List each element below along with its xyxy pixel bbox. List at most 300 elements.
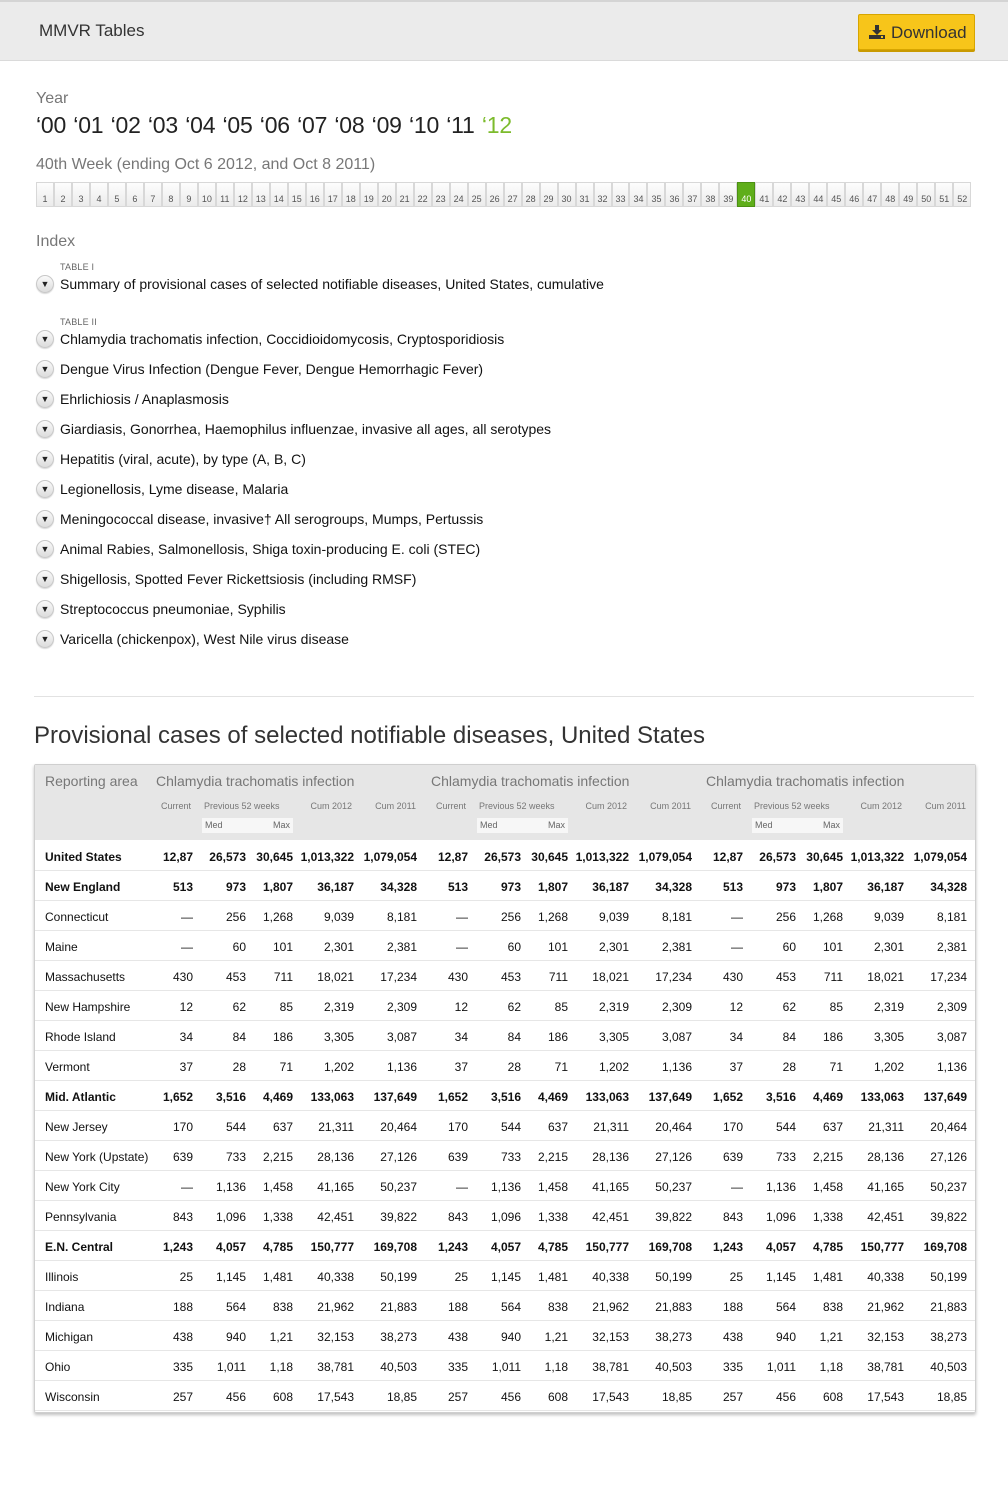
- value-cell: 12,87: [437, 850, 468, 864]
- week-option-34[interactable]: 34: [629, 182, 647, 207]
- value-cell: 18,021: [867, 970, 904, 984]
- week-option-6[interactable]: 6: [126, 182, 144, 207]
- value-cell: 544: [775, 1120, 796, 1134]
- week-label: 40th Week (ending Oct 6 2012, and Oct 8 2011): [36, 156, 376, 173]
- value-cell: 3,516: [765, 1090, 796, 1104]
- value-cell: —: [181, 1180, 193, 1194]
- value-cell: 1,21: [269, 1330, 293, 1344]
- value-cell: 1,136: [215, 1180, 246, 1194]
- value-cell: 21,962: [592, 1300, 629, 1314]
- value-cell: 2,301: [873, 940, 904, 954]
- week-option-44[interactable]: 44: [809, 182, 827, 207]
- table-row: [35, 1141, 975, 1171]
- value-cell: 438: [172, 1330, 193, 1344]
- index-item[interactable]: [36, 354, 936, 384]
- index-item-label: Summary of provisional cases of selected notifiable diseases, United States, cumulative: [60, 276, 604, 292]
- value-cell: 27,126: [655, 1150, 692, 1164]
- value-cell: 2,309: [386, 1000, 417, 1014]
- value-cell: 1,481: [262, 1270, 293, 1284]
- value-cell: 2,319: [873, 1000, 904, 1014]
- reporting-area-cell: New Hampshire: [45, 1000, 131, 1014]
- value-cell: 1,807: [812, 880, 843, 894]
- week-option-49[interactable]: 49: [899, 182, 917, 207]
- index-item-label: Dengue Virus Infection (Dengue Fever, Dengue Hemorrhagic Fever): [60, 361, 484, 377]
- index-item[interactable]: [36, 534, 936, 564]
- value-cell: 4,057: [490, 1240, 521, 1254]
- reporting-area-cell: Massachusetts: [45, 970, 126, 984]
- table-row: [35, 1111, 975, 1141]
- value-cell: 50,199: [930, 1270, 967, 1284]
- year-option-1[interactable]: ‘01: [73, 112, 104, 138]
- value-cell: 1,011: [216, 1360, 246, 1374]
- year-option-10[interactable]: ‘10: [408, 112, 440, 138]
- year-option-4[interactable]: ‘04: [185, 112, 216, 138]
- reporting-area-cell: Michigan: [45, 1330, 94, 1344]
- value-cell: 30,645: [531, 850, 568, 864]
- index-item[interactable]: [36, 474, 936, 504]
- value-cell: 38,273: [930, 1330, 967, 1344]
- week-option-21[interactable]: 21: [396, 182, 414, 207]
- week-option-25[interactable]: 25: [468, 182, 486, 207]
- value-cell: 733: [225, 1150, 246, 1164]
- value-cell: 2,215: [262, 1150, 293, 1164]
- value-cell: 513: [172, 880, 193, 894]
- value-cell: 34,328: [380, 880, 417, 894]
- value-cell: 843: [447, 1210, 468, 1224]
- week-option-14[interactable]: 14: [270, 182, 288, 207]
- week-option-11[interactable]: 11: [216, 182, 234, 207]
- value-cell: 2,319: [323, 1000, 354, 1014]
- year-option-7[interactable]: ‘07: [297, 112, 328, 138]
- index-item[interactable]: [36, 414, 936, 444]
- value-cell: 8,181: [386, 910, 417, 924]
- cum-2012-header: Cum 2012: [310, 801, 352, 811]
- value-cell: 838: [547, 1300, 568, 1314]
- value-cell: 1,011: [491, 1360, 521, 1374]
- max-header: Max: [547, 820, 565, 830]
- value-cell: 1,243: [162, 1240, 193, 1254]
- index-item-label: Varicella (chickenpox), West Nile virus disease: [60, 631, 349, 647]
- table-row: [35, 1201, 975, 1231]
- week-option-43[interactable]: 43: [791, 182, 809, 207]
- value-cell: 544: [225, 1120, 246, 1134]
- week-option-33[interactable]: 33: [612, 182, 630, 207]
- week-option-10[interactable]: 10: [198, 182, 216, 207]
- index-label: Index: [36, 233, 76, 250]
- reporting-area-cell: Ohio: [45, 1360, 71, 1374]
- value-cell: 711: [273, 970, 293, 984]
- year-selector: [36, 112, 513, 139]
- value-cell: 188: [447, 1300, 468, 1314]
- value-cell: 3,087: [386, 1030, 417, 1044]
- week-option-52[interactable]: 52: [953, 182, 971, 207]
- value-cell: 1,202: [873, 1060, 904, 1074]
- week-selector: [36, 182, 971, 207]
- week-option-50[interactable]: 50: [917, 182, 935, 207]
- value-cell: 26,573: [484, 850, 521, 864]
- expand-arrow-icon[interactable]: ▼: [36, 630, 54, 648]
- value-cell: 2,215: [537, 1150, 568, 1164]
- expand-arrow-icon[interactable]: ▼: [36, 600, 54, 618]
- value-cell: 12: [729, 1000, 743, 1014]
- week-option-29[interactable]: 29: [540, 182, 558, 207]
- week-option-39[interactable]: 39: [719, 182, 737, 207]
- week-option-45[interactable]: 45: [827, 182, 845, 207]
- value-cell: 973: [225, 880, 246, 894]
- value-cell: 21,962: [317, 1300, 354, 1314]
- value-cell: 1,481: [537, 1270, 568, 1284]
- value-cell: 133,063: [860, 1090, 904, 1104]
- year-option-8[interactable]: ‘08: [334, 112, 365, 138]
- value-cell: 186: [272, 1030, 293, 1044]
- week-option-32[interactable]: 32: [594, 182, 612, 207]
- value-cell: 843: [722, 1210, 743, 1224]
- value-cell: 1,145: [490, 1270, 521, 1284]
- value-cell: 639: [447, 1150, 468, 1164]
- table-row: [35, 841, 975, 871]
- index-item[interactable]: [36, 384, 936, 414]
- week-option-36[interactable]: 36: [665, 182, 683, 207]
- value-cell: 1,338: [262, 1210, 293, 1224]
- cum-2012-header: Cum 2012: [860, 801, 902, 811]
- value-cell: 733: [500, 1150, 521, 1164]
- value-cell: 608: [547, 1390, 568, 1404]
- reporting-area-cell: Indiana: [45, 1300, 85, 1314]
- table-row: [35, 871, 975, 901]
- value-cell: 36,187: [592, 880, 629, 894]
- week-option-51[interactable]: 51: [935, 182, 953, 207]
- value-cell: 62: [232, 1000, 246, 1014]
- value-cell: 37: [729, 1060, 743, 1074]
- value-cell: 38,273: [655, 1330, 692, 1344]
- value-cell: 3,516: [215, 1090, 246, 1104]
- week-option-1[interactable]: 1: [36, 182, 54, 207]
- value-cell: 150,777: [585, 1240, 629, 1254]
- value-cell: 1,096: [765, 1210, 796, 1224]
- value-cell: 50,237: [655, 1180, 692, 1194]
- expand-arrow-icon[interactable]: ▼: [36, 540, 54, 558]
- med-header: Med: [755, 820, 773, 830]
- disease-group-header: Chlamydia trachomatis infection: [706, 773, 905, 789]
- value-cell: 42,451: [592, 1210, 629, 1224]
- week-option-30[interactable]: 30: [558, 182, 576, 207]
- year-option-6[interactable]: ‘06: [259, 112, 290, 138]
- value-cell: 39,822: [930, 1210, 967, 1224]
- value-cell: 2,381: [386, 940, 417, 954]
- table-caption: TABLE II: [60, 317, 97, 327]
- value-cell: —: [731, 910, 743, 924]
- value-cell: 564: [500, 1300, 521, 1314]
- year-option-2[interactable]: ‘02: [110, 112, 141, 138]
- index-item-label: Hepatitis (viral, acute), by type (A, B, C): [60, 451, 306, 467]
- expand-arrow-icon[interactable]: ▼: [36, 330, 54, 348]
- value-cell: 639: [722, 1150, 743, 1164]
- week-option-31[interactable]: 31: [576, 182, 594, 207]
- week-option-40[interactable]: 40: [737, 182, 755, 207]
- expand-arrow-icon[interactable]: ▼: [36, 275, 54, 293]
- year-option-5[interactable]: ‘05: [222, 112, 253, 138]
- value-cell: —: [731, 940, 743, 954]
- value-cell: 711: [548, 970, 568, 984]
- index-item[interactable]: [36, 624, 936, 654]
- index-item[interactable]: [36, 564, 936, 594]
- value-cell: 85: [554, 1000, 568, 1014]
- value-cell: 50,199: [380, 1270, 417, 1284]
- value-cell: 4,785: [262, 1240, 293, 1254]
- table-row: [35, 1231, 975, 1261]
- current-header: Current: [435, 801, 466, 811]
- week-option-42[interactable]: 42: [773, 182, 791, 207]
- value-cell: 256: [225, 910, 246, 924]
- value-cell: 85: [829, 1000, 843, 1014]
- value-cell: 150,777: [310, 1240, 354, 1254]
- reporting-area-cell: New Jersey: [45, 1120, 108, 1134]
- week-option-47[interactable]: 47: [863, 182, 881, 207]
- value-cell: —: [456, 910, 468, 924]
- value-cell: 101: [272, 940, 293, 954]
- week-option-5[interactable]: 5: [108, 182, 126, 207]
- week-option-26[interactable]: 26: [486, 182, 504, 207]
- value-cell: 34: [179, 1030, 193, 1044]
- value-cell: 60: [507, 940, 521, 954]
- value-cell: —: [181, 940, 193, 954]
- value-cell: 28: [782, 1060, 796, 1074]
- week-option-4[interactable]: 4: [90, 182, 108, 207]
- max-header: Max: [822, 820, 840, 830]
- table-row: [35, 1051, 975, 1081]
- value-cell: 1,096: [490, 1210, 521, 1224]
- index-item[interactable]: [36, 269, 936, 299]
- value-cell: 17,543: [592, 1390, 629, 1404]
- download-button[interactable]: [858, 14, 975, 50]
- week-option-23[interactable]: 23: [432, 182, 450, 207]
- week-option-48[interactable]: 48: [881, 182, 899, 207]
- week-option-9[interactable]: 9: [180, 182, 198, 207]
- index-item-label: Ehrlichiosis / Anaplasmosis: [60, 391, 229, 407]
- value-cell: 37: [454, 1060, 468, 1074]
- value-cell: 137,649: [648, 1090, 692, 1104]
- value-cell: 973: [500, 880, 521, 894]
- value-cell: 637: [272, 1120, 293, 1134]
- reporting-area-cell: Wisconsin: [45, 1390, 100, 1404]
- expand-arrow-icon[interactable]: ▼: [36, 510, 54, 528]
- table-header: [35, 765, 975, 840]
- expand-arrow-icon[interactable]: ▼: [36, 360, 54, 378]
- week-option-8[interactable]: 8: [162, 182, 180, 207]
- value-cell: 1,202: [598, 1060, 629, 1074]
- week-option-16[interactable]: 16: [306, 182, 324, 207]
- value-cell: 38,781: [317, 1360, 354, 1374]
- value-cell: 1,458: [262, 1180, 293, 1194]
- table-body: [35, 841, 975, 1411]
- week-option-12[interactable]: 12: [234, 182, 252, 207]
- index-item-label: Streptococcus pneumoniae, Syphilis: [60, 601, 286, 617]
- index-list: [36, 262, 936, 654]
- download-icon: [869, 25, 885, 39]
- expand-arrow-icon[interactable]: ▼: [36, 450, 54, 468]
- current-header: Current: [710, 801, 741, 811]
- value-cell: 3,087: [661, 1030, 692, 1044]
- value-cell: 438: [447, 1330, 468, 1344]
- value-cell: 12: [179, 1000, 193, 1014]
- value-cell: 2,309: [936, 1000, 967, 1014]
- value-cell: 39,822: [655, 1210, 692, 1224]
- reporting-area-cell: Rhode Island: [45, 1030, 116, 1044]
- table-caption: TABLE I: [60, 262, 95, 272]
- value-cell: —: [181, 910, 193, 924]
- value-cell: 4,785: [537, 1240, 568, 1254]
- value-cell: 133,063: [585, 1090, 629, 1104]
- value-cell: 1,013,322: [575, 850, 629, 864]
- value-cell: 4,469: [262, 1090, 293, 1104]
- year-option-3[interactable]: ‘03: [147, 112, 178, 138]
- value-cell: 4,469: [537, 1090, 568, 1104]
- week-option-37[interactable]: 37: [683, 182, 701, 207]
- value-cell: 186: [547, 1030, 568, 1044]
- expand-arrow-icon[interactable]: ▼: [36, 390, 54, 408]
- value-cell: 456: [500, 1390, 521, 1404]
- week-option-27[interactable]: 27: [504, 182, 522, 207]
- value-cell: 60: [232, 940, 246, 954]
- expand-arrow-icon[interactable]: ▼: [36, 420, 54, 438]
- value-cell: 3,305: [598, 1030, 629, 1044]
- cum-2011-header: Cum 2011: [375, 801, 416, 811]
- value-cell: 1,18: [819, 1360, 843, 1374]
- value-cell: 34: [729, 1030, 743, 1044]
- download-label: Download: [891, 23, 967, 42]
- value-cell: 150,777: [860, 1240, 904, 1254]
- value-cell: 84: [232, 1030, 246, 1044]
- value-cell: 608: [822, 1390, 843, 1404]
- index-item[interactable]: [36, 504, 936, 534]
- reporting-area-header: Reporting area: [45, 773, 138, 789]
- value-cell: 2,215: [812, 1150, 843, 1164]
- reporting-area-cell: New York (Upstate): [45, 1150, 149, 1164]
- week-option-38[interactable]: 38: [701, 182, 719, 207]
- value-cell: 40,338: [592, 1270, 629, 1284]
- value-cell: 2,381: [661, 940, 692, 954]
- value-cell: 21,962: [867, 1300, 904, 1314]
- index-item[interactable]: [36, 594, 936, 624]
- value-cell: —: [456, 1180, 468, 1194]
- week-option-17[interactable]: 17: [324, 182, 342, 207]
- value-cell: 1,145: [215, 1270, 246, 1284]
- week-option-19[interactable]: 19: [360, 182, 378, 207]
- value-cell: 1,458: [537, 1180, 568, 1194]
- value-cell: 41,165: [592, 1180, 629, 1194]
- value-cell: 564: [225, 1300, 246, 1314]
- value-cell: 1,079,054: [363, 850, 417, 864]
- value-cell: 21,883: [380, 1300, 417, 1314]
- index-item[interactable]: [36, 324, 936, 354]
- value-cell: 1,18: [269, 1360, 293, 1374]
- table-row: [35, 991, 975, 1021]
- week-option-46[interactable]: 46: [845, 182, 863, 207]
- value-cell: 2,319: [598, 1000, 629, 1014]
- week-option-22[interactable]: 22: [414, 182, 432, 207]
- week-option-41[interactable]: 41: [755, 182, 773, 207]
- week-option-13[interactable]: 13: [252, 182, 270, 207]
- value-cell: 20,464: [930, 1120, 967, 1134]
- year-option-12[interactable]: ‘12: [481, 112, 512, 138]
- max-header: Max: [272, 820, 290, 830]
- value-cell: 71: [554, 1060, 568, 1074]
- value-cell: 133,063: [310, 1090, 354, 1104]
- med-max-subheader: [202, 818, 293, 833]
- expand-arrow-icon[interactable]: ▼: [36, 570, 54, 588]
- value-cell: 71: [829, 1060, 843, 1074]
- previous-52-weeks-header: Previous 52 weeks: [479, 801, 555, 811]
- value-cell: 12: [454, 1000, 468, 1014]
- index-item-label: Meningococcal disease, invasive† All serogroups, Mumps, Pertussis: [60, 511, 484, 527]
- cum-2011-header: Cum 2011: [925, 801, 966, 811]
- value-cell: 4,469: [812, 1090, 843, 1104]
- value-cell: 32,153: [592, 1330, 629, 1344]
- value-cell: 27,126: [930, 1150, 967, 1164]
- value-cell: 85: [279, 1000, 293, 1014]
- week-option-18[interactable]: 18: [342, 182, 360, 207]
- week-option-24[interactable]: 24: [450, 182, 468, 207]
- value-cell: 1,338: [812, 1210, 843, 1224]
- value-cell: 30,645: [806, 850, 843, 864]
- value-cell: 1,458: [812, 1180, 843, 1194]
- value-cell: 28,136: [592, 1150, 629, 1164]
- week-option-20[interactable]: 20: [378, 182, 396, 207]
- value-cell: 940: [775, 1330, 796, 1344]
- week-option-7[interactable]: 7: [144, 182, 162, 207]
- value-cell: 27,126: [380, 1150, 417, 1164]
- value-cell: 21,311: [868, 1120, 904, 1134]
- value-cell: 18,021: [592, 970, 629, 984]
- value-cell: 256: [500, 910, 521, 924]
- value-cell: 26,573: [209, 850, 246, 864]
- value-cell: 637: [547, 1120, 568, 1134]
- value-cell: 639: [172, 1150, 193, 1164]
- year-option-0[interactable]: ‘00: [36, 112, 67, 138]
- value-cell: 40,338: [867, 1270, 904, 1284]
- table-row: [35, 1081, 975, 1111]
- value-cell: 36,187: [867, 880, 904, 894]
- year-option-9[interactable]: ‘09: [371, 112, 402, 138]
- week-option-15[interactable]: 15: [288, 182, 306, 207]
- value-cell: 1,338: [537, 1210, 568, 1224]
- value-cell: 1,21: [819, 1330, 843, 1344]
- value-cell: 733: [775, 1150, 796, 1164]
- value-cell: 40,503: [655, 1360, 692, 1374]
- value-cell: 430: [447, 970, 468, 984]
- week-option-35[interactable]: 35: [647, 182, 665, 207]
- year-label: Year: [36, 90, 69, 107]
- value-cell: —: [456, 940, 468, 954]
- index-item-label: Giardiasis, Gonorrhea, Haemophilus influenzae, invasive all ages, all serotypes: [60, 421, 552, 437]
- value-cell: 17,234: [380, 970, 417, 984]
- current-header: Current: [160, 801, 191, 811]
- value-cell: 41,165: [867, 1180, 904, 1194]
- value-cell: 637: [822, 1120, 843, 1134]
- week-option-2[interactable]: 2: [54, 182, 72, 207]
- year-option-11[interactable]: ‘11: [446, 112, 475, 138]
- value-cell: 453: [225, 970, 246, 984]
- value-cell: 60: [782, 940, 796, 954]
- value-cell: 188: [172, 1300, 193, 1314]
- week-option-3[interactable]: 3: [72, 182, 90, 207]
- value-cell: 12,87: [162, 850, 193, 864]
- index-item[interactable]: [36, 444, 936, 474]
- value-cell: 1,21: [544, 1330, 568, 1344]
- week-option-28[interactable]: 28: [522, 182, 540, 207]
- reporting-area-cell: Mid. Atlantic: [45, 1090, 116, 1104]
- expand-arrow-icon[interactable]: ▼: [36, 480, 54, 498]
